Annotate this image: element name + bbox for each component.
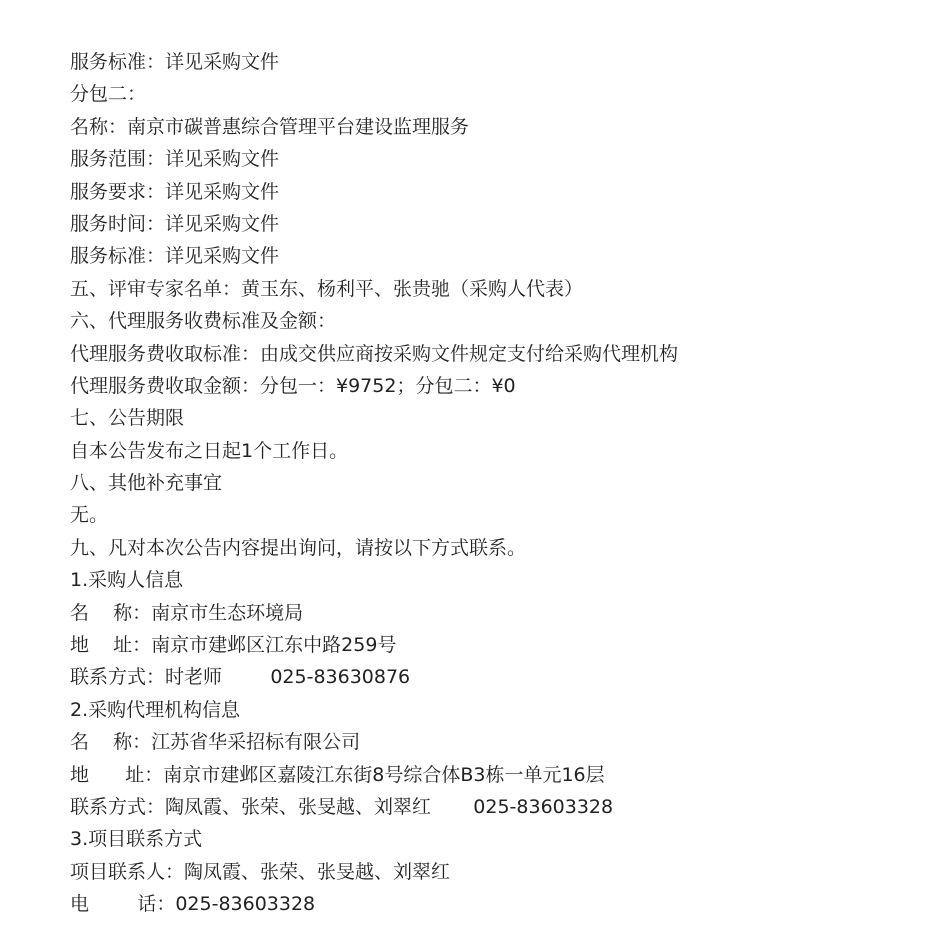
section-five-experts: 五、评审专家名单：黄玉东、杨利平、张贵驰（采购人代表） xyxy=(70,277,584,300)
lot-two-scope-line: 服务范围：详见采购文件 xyxy=(70,148,280,171)
service-standard-line: 服务标准：详见采购文件 xyxy=(70,51,280,73)
section-seven-heading: 七、公告期限 xyxy=(70,407,185,430)
notice-period-line: 自本公告发布之日起1个工作日。 xyxy=(70,439,349,462)
agency-name-line: 名 称：江苏省华采招标有限公司 xyxy=(70,731,361,754)
purchaser-contact-line: 联系方式：时老师 025-83630876 xyxy=(70,666,411,689)
section-eight-heading: 八、其他补充事宜 xyxy=(70,472,223,495)
supplementary-none-line: 无。 xyxy=(70,504,109,527)
purchaser-info-heading: 1.采购人信息 xyxy=(70,569,184,592)
agency-address-line: 地 址：南京市建邺区嘉陵江东街8号综合体B3栋一单元16层 xyxy=(70,763,605,786)
lot-two-time-line: 服务时间：详见采购文件 xyxy=(70,212,280,235)
purchaser-name-line: 名 称：南京市生态环境局 xyxy=(70,601,304,624)
purchaser-address-line: 地 址：南京市建邺区江东中路259号 xyxy=(70,634,397,657)
agency-contact-line: 联系方式：陶凤霞、张荣、张旻越、刘翠红 025-83603328 xyxy=(70,795,614,818)
project-contact-persons-line: 项目联系人：陶凤霞、张荣、张旻越、刘翠红 xyxy=(70,860,451,883)
agency-fee-standard-line: 代理服务费收取标准：由成交供应商按采购文件规定支付给采购代理机构 xyxy=(70,342,679,365)
lot-two-requirements-line: 服务要求：详见采购文件 xyxy=(70,180,280,203)
section-nine-heading: 九、凡对本次公告内容提出询问，请按以下方式联系。 xyxy=(70,536,527,559)
section-six-heading: 六、代理服务收费标准及金额： xyxy=(70,310,337,333)
lot-two-standard-line: 服务标准：详见采购文件 xyxy=(70,245,280,268)
lot-two-name-line: 名称：南京市碳普惠综合管理平台建设监理服务 xyxy=(70,115,470,138)
lot-two-heading: 分包二： xyxy=(70,83,147,106)
announcement-document xyxy=(70,46,930,921)
project-phone-line: 电 话：025-83603328 xyxy=(70,893,316,916)
agency-info-heading: 2.采购代理机构信息 xyxy=(70,698,241,721)
project-contact-heading: 3.项目联系方式 xyxy=(70,828,203,851)
agency-fee-amount-line: 代理服务费收取金额：分包一：¥9752；分包二：¥0 xyxy=(70,374,516,397)
